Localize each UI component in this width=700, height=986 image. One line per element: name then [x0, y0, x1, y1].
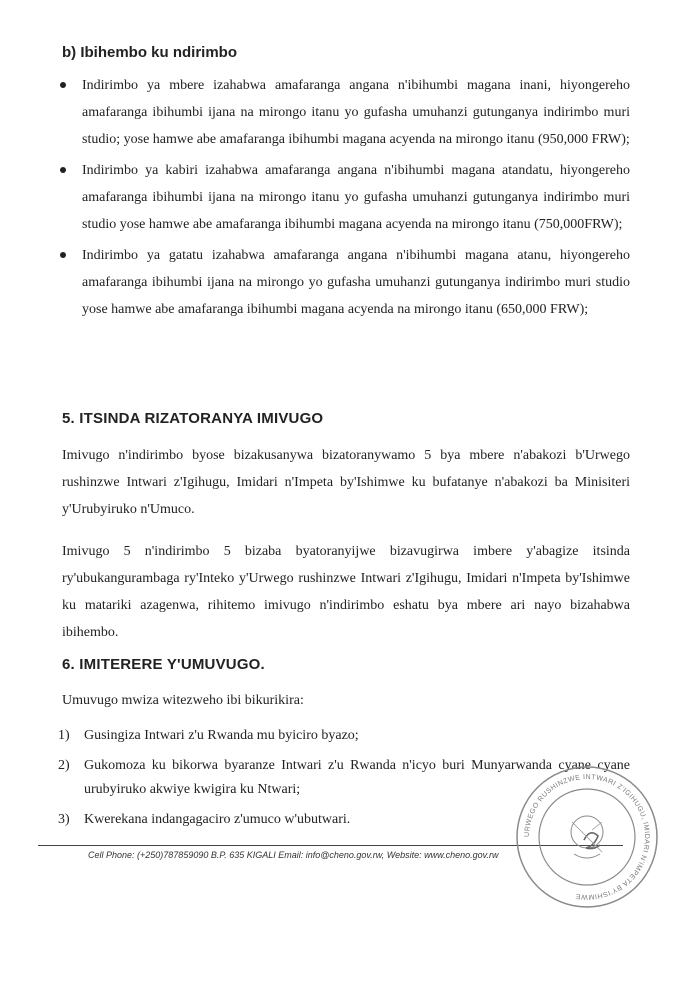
item-text: Kwerekana indangagaciro z'umuco w'ubutwari. [84, 812, 351, 827]
list-item [60, 242, 630, 323]
list-item [60, 157, 630, 238]
bullet-text: Indirimbo ya kabiri izahabwa amafaranga angana n'ibihumbi magana atandatu, hiyongereho amafaranga ibihumbi ijana na mirongo itanu yo gufasha umuhanzi gutunganya indirimbo muri studio yose hamwe abe amafaranga ibihumbi magana acyenda na mirongo itanu (750,000FRW); [82, 163, 630, 232]
item-number: 2) [58, 758, 70, 773]
bullet-icon [60, 167, 66, 173]
item-text: Gusingiza Intwari z'u Rwanda mu byiciro byazo; [84, 728, 359, 743]
item-text: Gukomoza ku bikorwa byaranze Intwari z'u Rwanda n'icyo buri Munyarwanda cyane cyane urubyiruko akwiye kwigira ku Ntwari; [84, 758, 630, 797]
footer-contact: Cell Phone: (+250)787859090 B.P. 635 KIGALI Email: info@cheno.gov.rw, Website: www.cheno.gov.rw [88, 850, 499, 860]
official-stamp-icon [512, 762, 662, 912]
list-item [60, 72, 630, 153]
bullet-text: Indirimbo ya gatatu izahabwa amafaranga angana n'ibihumbi magana atanu, hiyongereho amafaranga ibihumbi ijana na mirongo yo gufasha umuhanzi gutunganya indirimbo muri studio yose hamwe abe amafaranga ibihumbi magana acyenda na mirongo itanu (650,000 FRW); [82, 248, 630, 317]
item-number: 1) [58, 728, 70, 743]
bullet-icon [60, 82, 66, 88]
bullet-icon [60, 252, 66, 258]
section-6-intro: Umuvugo mwiza witezweho ibi bikurikira: [62, 693, 304, 708]
section-5-paragraph-2: Imivugo 5 n'indirimbo 5 bizaba byatoranyijwe bizavugirwa imbere y'abagize itsinda ry'ubukangurambaga ry'Inteko y'Urwego rushinzwe Intwari z'Igihugu, Imidari n'Impeta by'Ishimwe ku matariki azagenwa, rihitemo imivugo n'indirimbo eshatu bya mbere ari nayo bizahabwa ibihembo. [62, 544, 630, 640]
stamp-ring-text: URWEGO RUSHINZWE INTWARI Z'IGIHUGU, IMIDARI N'IMPETA BY'ISHIMWE [523, 773, 651, 901]
section-6-title: 6. IMITERERE Y'UMUVUGO. [62, 656, 265, 673]
section-b-heading: b) Ibihembo ku ndirimbo [62, 44, 237, 61]
item-number: 3) [58, 812, 70, 827]
section-5-title: 5. ITSINDA RIZATORANYA IMIVUGO [62, 410, 324, 427]
list-item [58, 724, 630, 748]
prize-list [60, 72, 630, 327]
bullet-text: Indirimbo ya mbere izahabwa amafaranga angana n'ibihumbi magana inani, hiyongereho amafaranga ibihumbi ijana na mirongo itanu yo gufasha umuhanzi gutunganya indirimbo muri studio; yose hamwe abe amafaranga ibihumbi magana acyenda na mirongo itanu (950,000 FRW); [82, 78, 630, 147]
section-5-paragraph-1: Imivugo n'indirimbo byose bizakusanywa bizatoranywamo 5 bya mbere n'abakozi b'Urwego rushinzwe Intwari z'Igihugu, Imidari n'Impeta by'Ishimwe ku bufatanye n'abakozi ba Minisiteri y'Urubyiruko n'Umuco. [62, 448, 630, 517]
